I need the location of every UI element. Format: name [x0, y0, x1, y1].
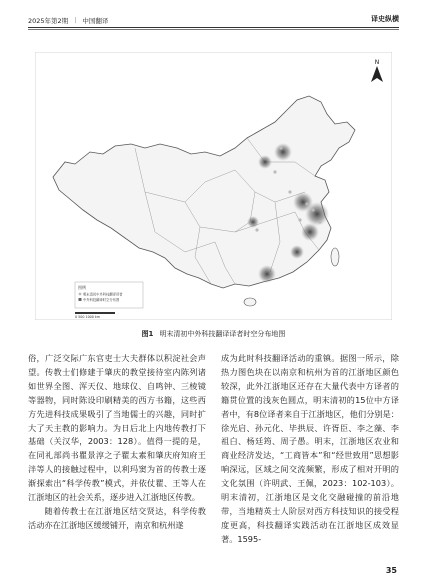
map-legend — [75, 282, 143, 308]
header-rule — [28, 27, 399, 28]
paragraph: 俗，广泛交际广东官吏士大夫群体以积淀社会声望。传教士们修建于肇庆的教堂接待室内陈列诸如世界全图、浑天仪、地球仪、自鸣钟、三棱镜等器物，同时陈设印刷精美的西方书籍，这些西方先进科技成果吸引了当地儒士的兴趣，同时扩大了天主教的影响力。为日后北上内地传教打下基础（关汉华，2003：128）。值得一提的是，在同礼部尚书瞿景淳之子瞿太素和肇庆府知府王泮等人的接触过程中，以利玛窦为首的传教士逐渐探索出“科学传教”模式，并依仗瞿、王等人在江浙地区的社会关系，逐步进入江浙地区传教。 — [28, 353, 206, 503]
svg-text:中外科技翻译时空分布图: 中外科技翻译时空分布图 — [83, 298, 120, 302]
body-column-right — [221, 352, 399, 547]
figure-title: 明末清初中外科技翻译译者时空分布地图 — [159, 330, 286, 338]
journal-name: 中国翻译 — [82, 17, 109, 25]
section-title: 译史纵横 — [371, 15, 399, 23]
paragraph: 成为此时科技翻译活动的重镇。据图一所示，除热力图色块在以南京和杭州为首的江浙地区颜色较深，此外江浙地区还存在大量代表中方译者的籍贯位置的浅灰色圆点，明末清初的15位中方译者中，有8位译者来自于江浙地区，他们分别是：徐光启、孙元化、毕拱辰、许胥臣、李之藻、李祖白、杨廷筠、周子愚。明末，江浙地区农业和商业经济发达，“工商皆本”和“经世致用”思想影响深远，区域之间交流频繁，形成了相对开明的文化氛围（许明武、王佩，2023：102-103）。明末清初，江浙地区是文化交融碰撞的前沿地带，当地精英士人阶层对西方科技知识的接受程度更高，科技翻译实践活动在江浙地区成效显著。1595- — [221, 353, 399, 544]
china-map — [35, 52, 392, 320]
header-left — [28, 16, 108, 25]
svg-text:明末清初中外科技翻译译者: 明末清初中外科技翻译译者 — [83, 292, 123, 297]
figure-caption — [0, 329, 427, 339]
header-separator: | — [74, 16, 77, 24]
paragraph: 随着传教士在江浙地区结交贤达，科学传教活动亦在江浙地区缓缓铺开，南京和杭州遂 — [28, 505, 206, 530]
hainan-outline — [244, 298, 256, 306]
figure-number: 图1 — [141, 330, 154, 338]
issue-label: 2025年第2期 — [28, 17, 69, 25]
page-number: 35 — [385, 566, 397, 575]
svg-text:0 500 1000 km: 0 500 1000 km — [75, 315, 101, 319]
body-column-left — [28, 352, 206, 533]
svg-text:N: N — [374, 59, 380, 66]
taiwan-outline — [331, 248, 339, 266]
page-header — [28, 14, 399, 28]
svg-text:图例: 图例 — [78, 285, 86, 290]
header-rule-thin — [28, 29, 399, 30]
distribution-map-figure — [35, 52, 392, 320]
